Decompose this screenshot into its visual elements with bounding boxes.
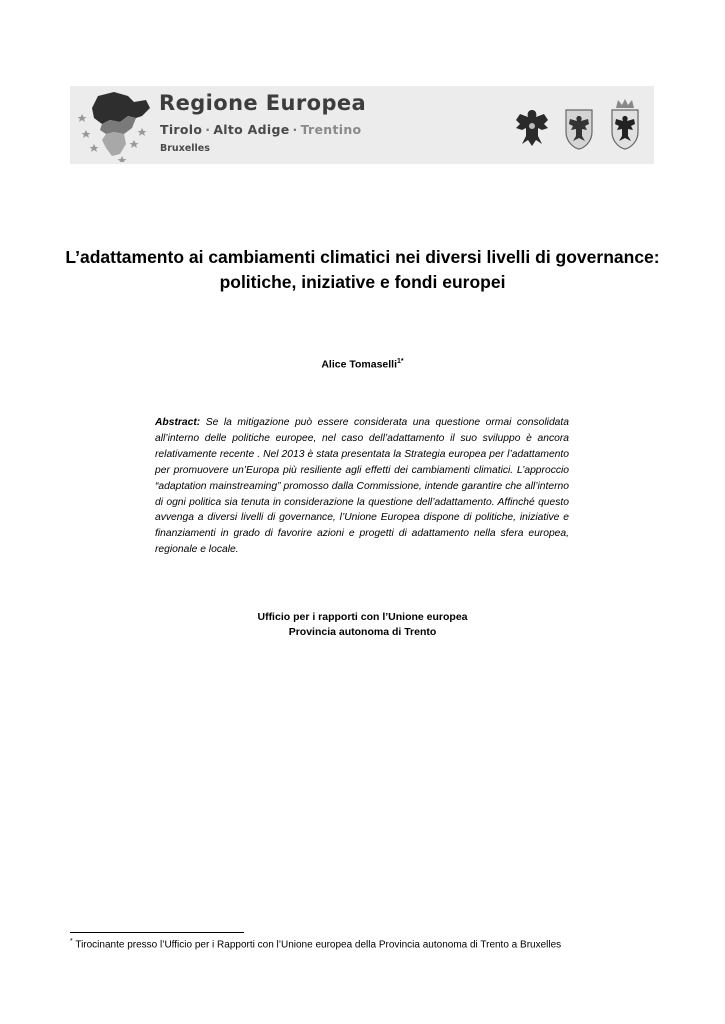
logo-separator: · <box>205 122 211 137</box>
logo-part-tirolo: Tirolo <box>160 122 203 137</box>
star-icon <box>78 114 87 122</box>
footnote-mark: * <box>70 938 73 945</box>
footnote-divider <box>70 932 244 933</box>
star-icon <box>90 144 99 152</box>
logo-city: Bruxelles <box>160 143 210 154</box>
abstract <box>155 415 569 558</box>
footnote-text: Tirocinante presso l’Ufficio per i Rapporti con l’Unione europea della Provincia autonoma di Trento a Bruxelles <box>72 939 562 951</box>
logo-part-alto-adige: Alto Adige <box>213 122 290 137</box>
logo-separator: · <box>292 122 298 137</box>
author <box>0 358 725 371</box>
abstract-label: Abstract: <box>155 417 201 428</box>
office-block <box>0 610 725 640</box>
regions-map-icon <box>76 88 156 162</box>
logo-title: Regione Europea <box>159 91 367 115</box>
document-title <box>40 245 685 295</box>
trentino-eagle-icon <box>610 98 640 152</box>
footnote <box>70 938 670 950</box>
logo-subtitle <box>160 122 361 137</box>
author-name: Alice Tomaselli <box>321 358 398 371</box>
south-tyrol-eagle-icon <box>564 108 594 150</box>
title-line-2: politiche, iniziative e fondi europei <box>219 272 506 292</box>
logo-part-trentino: Trentino <box>300 122 362 137</box>
star-icon <box>82 130 91 138</box>
author-footnote-mark: 1* <box>397 358 404 365</box>
abstract-text: Se la mitigazione può essere considerata una questione ormai consolidata all’interno delle politiche europee, nel caso dell’adattamento il suo sviluppo è ancora relativamente recente . Nel 2013 è stata presentata la Strategia europea per l’adattamento per promuovere un’Europa più resiliente agli effetti dei cambiamenti climatici. L’approccio “adaptation mainstreaming” promosso dalla Commissione, intende garantire che all’interno di ogni politica sia tenuta in considerazione la questione dell’adattamento. Affinché questo avvenga a diversi livelli di governance, l’Unione Europea dispone di politiche, iniziative e finanziamenti in grado di favorire azioni e progetti di adattamento nella sfera europea, regionale e locale. <box>155 417 569 556</box>
office-line-2: Provincia autonoma di Trento <box>288 626 437 638</box>
title-line-1: L’adattamento ai cambiamenti climatici nei diversi livelli di governance: <box>65 247 660 267</box>
star-icon <box>118 156 127 162</box>
office-line-1: Ufficio per i rapporti con l’Unione europea <box>257 611 468 623</box>
star-icon <box>138 128 147 136</box>
star-icon <box>130 140 139 148</box>
tirol-eagle-icon <box>514 106 550 150</box>
header-banner <box>70 86 654 164</box>
